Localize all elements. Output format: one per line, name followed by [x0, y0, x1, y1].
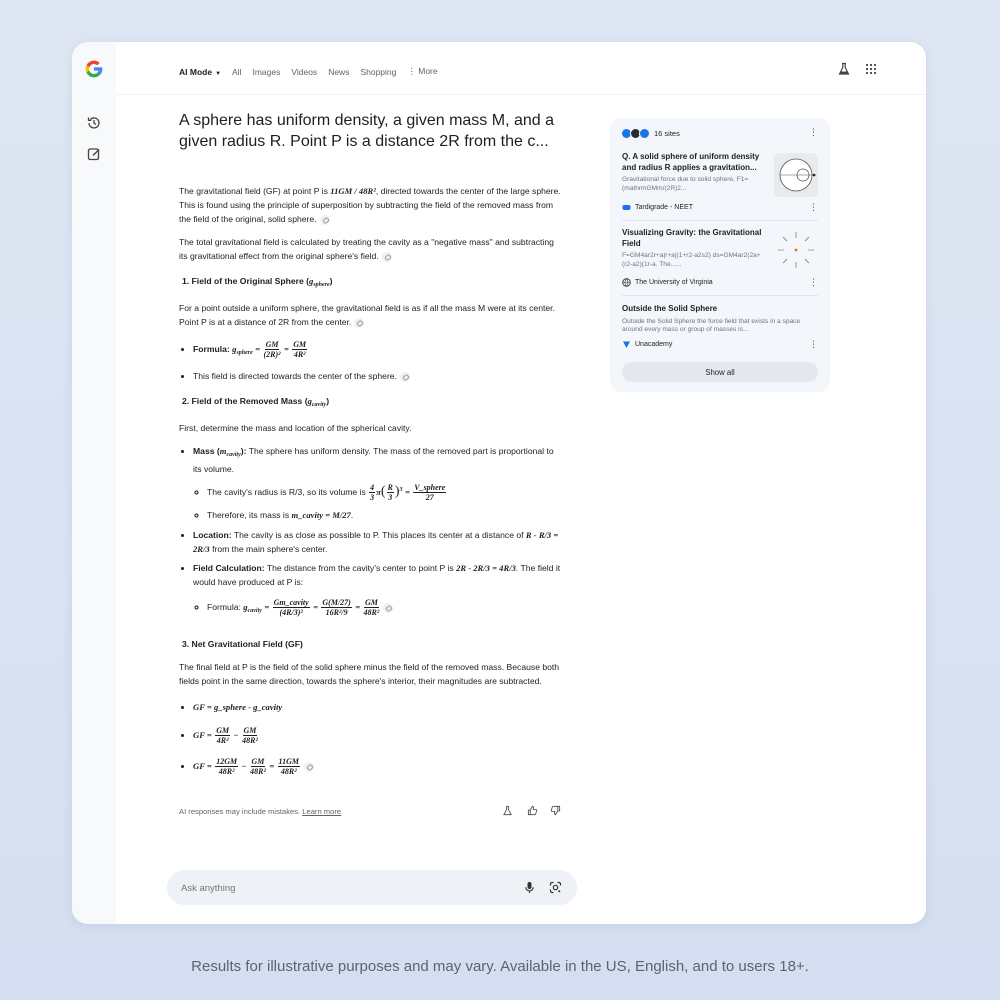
tab-videos[interactable]: Videos — [291, 66, 318, 77]
site-favicons — [621, 128, 648, 139]
apps-grid-icon[interactable] — [864, 62, 878, 76]
link-icon[interactable] — [382, 252, 392, 262]
numerator: 4 — [370, 483, 375, 493]
tab-shopping[interactable]: Shopping — [360, 66, 397, 77]
nested-list — [193, 479, 564, 522]
new-chat-icon[interactable] — [86, 146, 102, 162]
symbol: g — [309, 276, 314, 286]
history-icon[interactable] — [86, 115, 102, 131]
list-item: ◦ Formula: $g_{cavity}$ = $\frac{\text{Gm\_cavity}}{\text{(4R/3)²}}$ = $\frac{G(M/27)}{\text{16R²/9}}$ = $\frac{GM}{\text{48R²}}$ — [207, 592, 564, 626]
divider — [622, 295, 818, 296]
subscript: cavity — [247, 607, 262, 614]
source-snippet: Outside the Solid Sphere the force field that exists in a space around every mass or group of masses is... — [622, 317, 801, 333]
list-item: • Formula: $g_{sphere}$ = $\frac{GM}{\text{(2R)²}}$ = $\frac{GM}{\text{4R²}}$ — [193, 338, 564, 364]
section-1-list — [179, 338, 564, 383]
source-title: Visualizing Gravity: the Gravitational Field — [622, 228, 762, 248]
source-title: Outside the Solid Sphere — [622, 304, 718, 313]
link-icon[interactable] — [304, 762, 314, 772]
source-title: Q. A solid sphere of uniform density and radius R applies a gravitation... — [622, 152, 760, 172]
thumbs-down-icon[interactable] — [550, 805, 561, 816]
site-name: Unacademy — [635, 341, 673, 348]
label: Formula: — [193, 344, 230, 354]
label: Location: — [193, 529, 232, 540]
footer-note: Results for illustrative purposes and may vary. Available in the US, English, and to users 18+. — [191, 958, 809, 975]
text: 2. Field of the Removed Mass ( — [182, 396, 308, 406]
unacademy-icon — [622, 340, 631, 349]
site-name: The University of Virginia — [635, 279, 713, 286]
more-options-icon[interactable]: ⋮ — [809, 277, 818, 287]
list-item: • GF = $\frac{12GM}{\text{48R²}}$ − $\frac{GM}{\text{48R²}}$ = $\frac{11GM}{\text{48R²}}$ — [193, 753, 564, 779]
text: The gravitational field (GF) at point P is — [179, 186, 331, 196]
intro-paragraph-2 — [179, 235, 564, 263]
source-site-2 — [622, 278, 713, 287]
thumbs-up-icon[interactable] — [527, 805, 538, 816]
ask-bar — [167, 870, 577, 905]
pi-symbol: π — [376, 486, 381, 497]
numerator: 11GM — [278, 757, 299, 767]
labs-flask-icon[interactable] — [502, 805, 513, 816]
formula: GF = g_sphere - g_cavity — [193, 701, 283, 712]
numerator: Gm_cavity — [273, 598, 309, 608]
fraction — [413, 483, 446, 502]
text: The cavity is as close as possible to P. This places its center at a distance of — [231, 529, 526, 540]
link-icon[interactable] — [320, 215, 330, 225]
top-bar — [116, 42, 926, 95]
subscript: cavity — [311, 402, 327, 408]
disclaimer-text: AI responses may include mistakes. — [179, 807, 303, 816]
google-lens-icon[interactable] — [549, 881, 562, 894]
symbol: g — [243, 601, 248, 612]
numerator: G(M/27) — [322, 598, 351, 608]
symbol: m — [219, 446, 227, 456]
tab-ai-mode[interactable] — [179, 67, 221, 77]
symbol: g — [307, 396, 312, 406]
fraction — [263, 340, 280, 359]
fraction — [321, 598, 351, 617]
denominator: 48R² — [280, 767, 297, 777]
fraction — [278, 757, 300, 776]
denominator: 4R² — [216, 736, 229, 746]
denominator: 48R² — [242, 736, 258, 746]
globe-icon — [622, 278, 631, 287]
fraction — [369, 483, 375, 502]
sources-header[interactable] — [621, 128, 680, 139]
learn-more-link[interactable]: Learn more — [302, 807, 342, 816]
list-item: ◦ Therefore, its mass is m_cavity = M/27. — [207, 508, 564, 522]
intro-paragraph — [179, 184, 564, 226]
formula: GF = — [193, 729, 212, 740]
site-name: Tardigrade - NEET — [635, 204, 693, 211]
section-2-list — [179, 444, 564, 626]
fraction — [215, 757, 238, 776]
fraction — [364, 598, 380, 617]
page-title: A sphere has uniform density, a given mass M, and a given radius R. Point P is a distance 2R from the c... — [179, 112, 555, 150]
subscript: cavity — [226, 452, 241, 458]
section-heading-2 — [182, 394, 564, 412]
source-site-3 — [622, 340, 672, 349]
label: Mass ( — [193, 446, 220, 456]
text: The total gravitational field is calculated by treating the cavity as a "negative mass" and subtracting its gravitational effect from the original sphere's field. — [179, 237, 554, 261]
tab-all[interactable]: All — [232, 66, 242, 77]
text: ) — [326, 396, 330, 406]
numerator: GM — [293, 340, 307, 350]
numerator: 12GM — [216, 757, 238, 767]
left-rail — [72, 42, 116, 924]
tab-label: More — [418, 66, 438, 76]
list-item — [193, 561, 564, 626]
subscript: sphere — [313, 282, 330, 288]
more-options-icon[interactable]: ⋮ — [809, 127, 818, 137]
fraction — [292, 340, 307, 359]
field-lines-thumbnail — [774, 228, 818, 272]
formula: m_cavity = M/27 — [291, 509, 351, 520]
denominator: (2R)² — [263, 350, 281, 360]
denominator: 3 — [388, 493, 393, 503]
tab-news[interactable]: News — [328, 66, 350, 77]
list-item — [193, 369, 564, 383]
fraction — [250, 757, 266, 776]
ask-input[interactable] — [179, 870, 503, 907]
ai-answer — [179, 184, 564, 785]
formula: GF = — [193, 760, 212, 771]
symbol: g — [232, 344, 237, 354]
list-item — [193, 697, 564, 717]
section-1-paragraph — [179, 301, 564, 329]
divider — [622, 220, 818, 221]
denominator: 48R² — [363, 608, 380, 618]
google-logo-icon[interactable] — [84, 59, 104, 79]
text: from the main sphere's center. — [209, 543, 328, 554]
tab-label: AI Mode — [179, 66, 213, 77]
list-item: ◦ The cavity's radius is R/3, so its volume is $\frac{4}{3}$ π( $\frac{R}{3}$ )$^3$ = $\frac{\text{V\_sphere}}{27}$ — [207, 479, 564, 503]
denominator: (4R/3)² — [279, 608, 303, 618]
sphere-diagram-thumbnail — [774, 153, 818, 197]
caret-down-icon: ▼ — [215, 70, 222, 77]
text: . The field it would have produced at P is: — [193, 562, 561, 587]
numerator: GM — [216, 726, 230, 736]
denominator: 3 — [370, 493, 375, 503]
numerator: GM — [243, 726, 257, 736]
formula: 2R - 2R/3 = 4R/3 — [456, 562, 516, 573]
subscript: sphere — [236, 350, 253, 356]
denominator: 48R² — [218, 767, 235, 777]
denominator: 4R² — [293, 350, 306, 360]
text: For a point outside a uniform sphere, the gravitational field is as if all the mass M were at its center. Point P is at a distance of 2R from the center. — [179, 303, 555, 327]
unacademy-favicon-icon — [639, 128, 650, 139]
numerator: R — [387, 483, 393, 493]
denominator: 48R² — [250, 767, 266, 777]
label: Field Calculation: — [193, 562, 265, 573]
tab-images[interactable]: Images — [252, 66, 281, 77]
browser-window — [72, 42, 926, 924]
source-site-1 — [622, 203, 693, 212]
link-icon[interactable] — [400, 372, 410, 382]
text: The distance from the cavity's center to point P is — [264, 562, 457, 573]
formula: R - R/3 = 2R/3 — [193, 529, 559, 554]
numerator: V_sphere — [414, 483, 446, 493]
numerator: GM — [251, 757, 265, 767]
mode-tabs — [179, 66, 449, 77]
section-3-paragraph: The final field at P is the field of the solid sphere minus the field of the removed mass. Because both fields point in the same direction, towards the sphere's interior, their magnitudes are subtracted. — [179, 661, 560, 686]
fraction — [387, 483, 394, 502]
list-item — [193, 528, 564, 556]
section-2-paragraph: First, determine the mass and location of the spherical cavity. — [179, 423, 412, 433]
text: ) — [329, 276, 333, 286]
source-snippet: F=GM4ar2r+a|r+a|(1+r2-a2s2) ds=GM4ar2(2a+(r2-a2)(1r-a. The...... — [622, 252, 761, 268]
text: 1. Field of the Original Sphere ( — [182, 276, 310, 286]
list-item — [193, 444, 564, 522]
source-card-3[interactable] — [622, 304, 818, 335]
text: , directed towards the center of the large sphere. This is found using the principle of superposition by subtracting the field of the removed mass from the field of the original, solid sphere. — [179, 186, 561, 224]
sources-panel — [610, 118, 830, 392]
fraction — [215, 726, 230, 745]
formula: 11GM / 48R² — [330, 186, 376, 196]
link-icon[interactable] — [354, 318, 364, 328]
fraction — [273, 598, 310, 617]
label: ): — [240, 446, 247, 456]
tab-more[interactable] — [407, 66, 437, 77]
show-all-button[interactable]: Show all — [622, 362, 818, 382]
numerator: GM — [265, 340, 279, 350]
microphone-icon[interactable] — [523, 881, 536, 894]
numerator: GM — [364, 598, 378, 608]
text: The sphere has uniform density. The mass of the removed part is proportional to its volume. — [193, 446, 554, 474]
more-options-icon[interactable]: ⋮ — [809, 339, 818, 349]
text: This field is directed towards the center of the sphere. — [193, 371, 397, 381]
label: Formula: — [207, 601, 241, 612]
denominator: 27 — [425, 493, 434, 503]
exponent: 3 — [399, 487, 403, 493]
sites-count: 16 sites — [654, 129, 680, 138]
source-snippet: Gravitational force due to solid sphere, F1=(mathrmGMm/(2R)2... — [622, 176, 749, 192]
more-vert-icon: ⋮ — [407, 66, 419, 76]
nested-list — [193, 592, 564, 626]
section-heading-1 — [182, 274, 564, 292]
tardigrade-icon — [622, 203, 631, 212]
section-heading-3: 3. Net Gravitational Field (GF) — [182, 638, 303, 649]
denominator: 16R²/9 — [325, 608, 348, 618]
link-icon[interactable] — [383, 603, 393, 613]
text: The cavity's radius is R/3, so its volume is — [207, 486, 369, 497]
disclaimer — [179, 807, 341, 816]
list-item: • GF = $\frac{GM}{\text{4R²}}$ − $\frac{GM}{\text{48R²}}$ — [193, 722, 564, 748]
fraction — [242, 726, 258, 745]
text: Therefore, its mass is — [207, 509, 292, 520]
query-header — [179, 110, 574, 152]
more-options-icon[interactable]: ⋮ — [809, 202, 818, 212]
section-3-list — [179, 697, 564, 779]
labs-flask-icon[interactable] — [837, 62, 851, 76]
